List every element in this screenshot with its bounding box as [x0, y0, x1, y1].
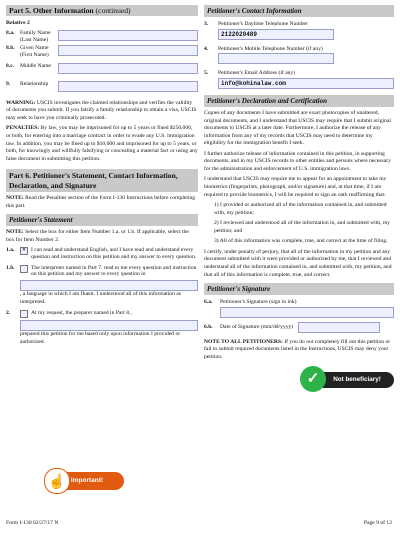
row-3: 3. Petitioner's Daytime Telephone Number — [204, 21, 308, 27]
checkbox-1b[interactable] — [20, 265, 28, 273]
given-name-field[interactable] — [58, 45, 198, 56]
family-name-field[interactable] — [58, 30, 198, 41]
preparer-field[interactable] — [20, 320, 198, 331]
row-2: 2. At my request, the preparer named in Part 8., — [6, 310, 132, 317]
important-badge: ☝ Important! — [50, 472, 124, 490]
row-1b: 1.b. The interpreter named in Part 7. read to me every question and instruction on this petition and my answer to every question in — [6, 264, 197, 278]
declaration-header: Petitioner's Declaration and Certification — [204, 95, 394, 107]
row-4: 4. Petitioner's Mobile Telephone Number (if any) — [204, 45, 323, 52]
interpreter-language-field[interactable] — [20, 280, 198, 291]
footer-page-number: Page 9 of 12 — [363, 520, 392, 526]
decl-l3: 3) All of this information was complete, true, and correct at the time of filing. — [214, 238, 388, 245]
middle-name-field[interactable] — [58, 63, 198, 74]
signature-header: Petitioner's Signature — [204, 283, 394, 295]
decl-l2: 2) I reviewed and understood all of the information in, and submitted with, my petition; and — [214, 220, 391, 234]
decl-p3: I understand that USCIS may require me to appear for an appointment to take my biometrics (fingerprints, photograph, and/or signature) and, at that time, if I am required to provide biometrics, I will be required to sign an oath reaffirming that: — [204, 176, 387, 198]
part6-header: Part 6. Petitioner's Statement, Contact Information, Declaration, and Signature — [6, 169, 198, 192]
checkbox-2[interactable] — [20, 310, 28, 318]
row-9: 9. Relationship — [6, 81, 198, 92]
row-8c: 8.c. Middle Name — [6, 63, 198, 74]
row-5: 5. Petitioner's Email Address (if any) — [204, 70, 296, 77]
signature-field[interactable] — [220, 307, 394, 318]
decl-l1: 1) I provided or authorized all of the information contained in, and submitted with, my petition; — [214, 202, 387, 216]
row-1a: 1.a. ✕ I can read and understand English, and I have read and understand every question and instruction on this petition and my answer to every question. — [6, 247, 197, 261]
email-field[interactable]: info@kohinalaw.com — [218, 78, 394, 89]
row-6b: 6.b. Date of Signature (mm/dd/yyyy) — [204, 322, 394, 333]
relationship-field[interactable] — [58, 81, 198, 92]
daytime-phone-field[interactable]: 2122020489 — [218, 29, 334, 40]
relative-heading: Relative 2 — [6, 20, 30, 27]
penalties-text: PENALTIES: By law, you may be imprisoned for up to 5 years or fined $250,000, or both, for entering into a marriage contract in order to evade any U.S. immigration law. In addition, you may be fined up to $10,000 and imprisoned for up to 5 years, or both, for knowingly and willfully falsifying or concealing a material fact or using any false document in submitting this petition. — [6, 125, 198, 162]
checkmark-icon: ✓ — [300, 366, 326, 392]
contact-header: Petitioner's Contact Information — [204, 5, 394, 17]
part5-header: Part 5. Other Information (continued) — [6, 5, 198, 16]
decl-p4: I certify, under penalty of perjury, that all of the information in my petition and any document submitted with it were provided or authorized by me, that I reviewed and understand all of the information contained in, and submitted with, my petition, and that all of this information is complete, true, and correct. — [204, 248, 392, 278]
row-8b: 8.b. Given Name (First Name) — [6, 45, 198, 58]
row-8a: 8.a. Family Name (Last Name) — [6, 30, 198, 43]
left-column: Part 5. Other Information (continued) Relative 2 8.a. Family Name (Last Name) 8.b. Given Name (First Name) 8.c. Middle Name 9. Relationship WARNING: USCIS investigates the claimed relationships and verifies the validity of documents you submit. If you falsify a family relationship to obtain a visa, USCIS may seek to have you criminally prosecuted. PENALTIES: By law, you may be imprisoned for up to 5 years or fined $250,000, or both, for entering into a marriage contract in order to evade any U.S. immigration law. In addition, you may be fined up to $10,000 and imprisoned for up to 5 years, or both, for knowingly and willfully falsifying or concealing a material fact or using any false document in submitting this petition. Part 6. Petitioner's Statement, Contact Information, Declaration, and Signature NOTE: Read the Penalties section of the Form I-130 Instructions before completing this part. Petitioner's Statement NOTE: Select the box for either Item Number 1.a. or 1.b. If applicable, select the box for Item Number 2. 1.a. ✕ I can read and understand English, and I have read and understand every question and instruction on this petition and my answer to every question. 1.b. The interpreter named in Part 7. read to me every question and instruction on this petition and my answer to every question in , a language in which I am fluent. I understood all of this information as interpreted. 2. At my request, the preparer named in Part 8., prepared this petition for me based only upon information I provided or authorized. — [6, 6, 198, 345]
mobile-phone-field[interactable] — [218, 53, 334, 64]
note-all-petitioners: NOTE TO ALL PETITIONERS: If you do not completely fill out this petition or fail to submit required documents listed in the Instructions, USCIS may deny your petition. — [204, 338, 391, 360]
footer-form-id: Form I-130 02/27/17 N — [6, 520, 59, 526]
decl-p1: Copies of any documents I have submitted are exact photocopies of unaltered, original documents, and I understand that USCIS may require that I submit original documents to USCIS at a later date. Furthermore, I authorize the release of any information from any of my records that USCIS may need to determine my eligibility for the immigration benefit I seek. — [204, 110, 391, 147]
warning-text: WARNING: USCIS investigates the claimed relationships and verifies the validity of documents you submit. If you falsify a family relationship to obtain a visa, USCIS may seek to have you criminally prosecuted. — [6, 99, 197, 121]
right-column — [204, 5, 394, 364]
row-6a: 6.a. Petitioner's Signature (sign in ink) — [204, 299, 297, 306]
not-beneficiary-badge: ✓ Not beneficiary! — [312, 372, 394, 388]
signature-date-field[interactable] — [298, 322, 380, 333]
decl-p2: I further authorize release of information contained in this petition, in supporting documents, and in my USCIS records to other entities and persons where necessary for the administration and enforcement of U.S. immigration laws. — [204, 150, 391, 172]
checkbox-1a[interactable]: ✕ — [21, 248, 27, 254]
note-select: NOTE: Select the box for either Item Number 1.a. or 1.b. If applicable, select the box for Item Number 2. — [6, 229, 189, 243]
petitioner-statement-header: Petitioner's Statement — [6, 214, 198, 226]
hand-pointer-icon: ☝ — [44, 468, 70, 494]
note-penalties: NOTE: Read the Penalties section of the Form I-130 Instructions before completing this part. — [6, 195, 196, 209]
